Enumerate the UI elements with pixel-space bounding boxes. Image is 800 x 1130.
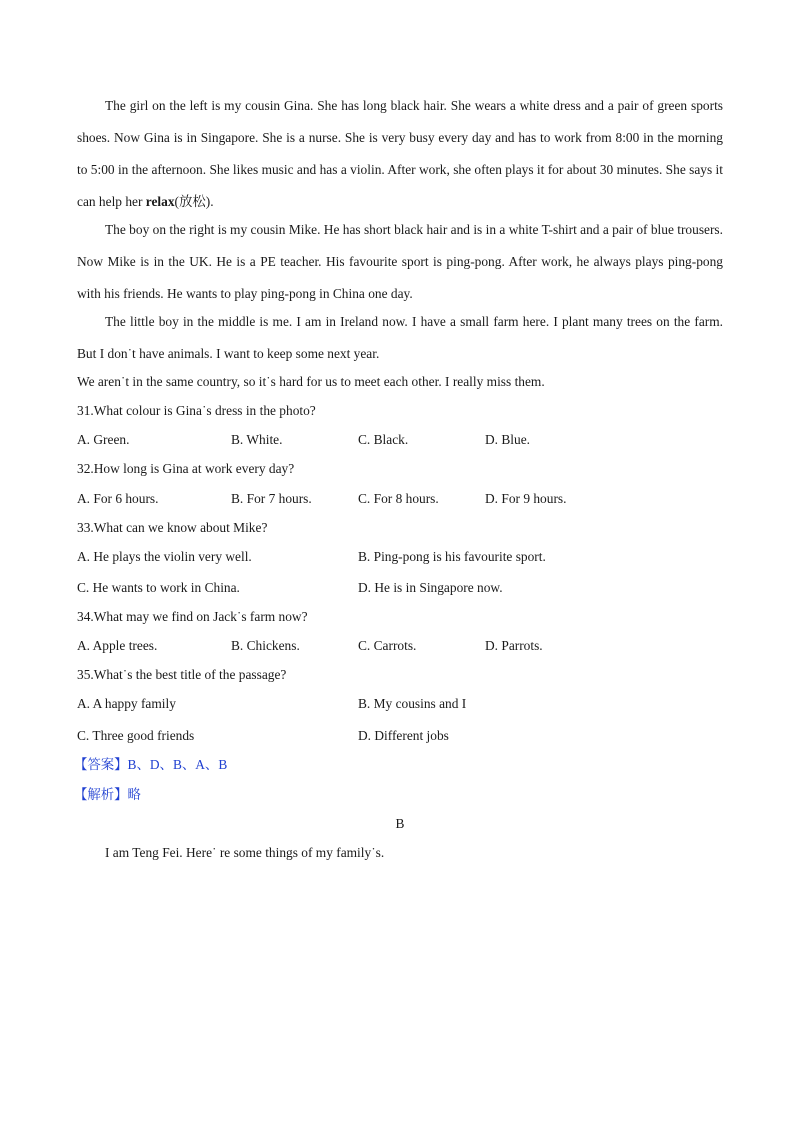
passage-text: (放松). (174, 194, 214, 209)
option-33-a: A. He plays the violin very well. (77, 549, 252, 564)
option-31-b: B. White. (231, 432, 283, 447)
section-b-intro: I am Teng Fei. Here˙ re some things of my family˙s. (105, 845, 385, 860)
option-35-d: D. Different jobs (358, 728, 449, 743)
option-33-b: B. Ping-pong is his favourite sport. (358, 549, 546, 564)
option-33-c: C. He wants to work in China. (77, 580, 240, 595)
passage-paragraph-3: The little boy in the middle is me. I am in Ireland now. I have a small farm here. I plant many trees on the farm. But I don˙t have animals. I want to keep some next year. (77, 314, 723, 361)
option-35-c: C. Three good friends (77, 728, 195, 743)
option-31-a: A. Green. (77, 432, 130, 447)
option-32-c: C. For 8 hours. (358, 491, 439, 506)
option-31-d: D. Blue. (485, 432, 531, 447)
option-32-a: A. For 6 hours. (77, 491, 159, 506)
analysis: 【解析】略 (74, 787, 141, 802)
option-32-b: B. For 7 hours. (231, 491, 312, 506)
passage-paragraph-2: The boy on the right is my cousin Mike. He has short black hair and is in a white T-shirt and a pair of blue trousers. Now Mike is in the UK. He is a PE teacher. His favourite sport is ping-pong. After work, he always plays ping-pong with his friends. He wants to play ping-pong in China one day. (77, 222, 723, 301)
question-35: 35.What˙s the best title of the passage? (77, 667, 287, 682)
option-35-b: B. My cousins and I (358, 696, 467, 711)
option-35-a: A. A happy family (77, 696, 176, 711)
question-34: 34.What may we find on Jack˙s farm now? (77, 609, 308, 624)
option-31-c: C. Black. (358, 432, 409, 447)
option-34-b: B. Chickens. (231, 638, 300, 653)
answer-key: 【答案】B、D、B、A、B (74, 757, 228, 772)
option-34-a: A. Apple trees. (77, 638, 158, 653)
option-34-d: D. Parrots. (485, 638, 543, 653)
question-32: 32.How long is Gina at work every day? (77, 461, 295, 476)
passage-text: The girl on the left is my cousin Gina. She has long black hair. She wears a white dress and a pair of green sports shoes. Now Gina is in Singapore. She is a nurse. She is very busy every day and has to work from 8:00 in the morning to 5:00 in the afternoon. She likes music and has a violin. After work, she often plays it for about 30 minutes. She says it can help her (77, 98, 723, 209)
passage-paragraph-4: We aren˙t in the same country, so it˙s hard for us to meet each other. I really miss them. (77, 374, 545, 389)
passage-paragraph-1 (77, 90, 723, 218)
option-34-c: C. Carrots. (358, 638, 417, 653)
option-32-d: D. For 9 hours. (485, 491, 567, 506)
question-33: 33.What can we know about Mike? (77, 520, 268, 535)
question-31: 31.What colour is Gina˙s dress in the photo? (77, 403, 316, 418)
option-33-d: D. He is in Singapore now. (358, 580, 503, 595)
bold-word: relax (145, 194, 175, 209)
section-heading: B (395, 816, 405, 831)
